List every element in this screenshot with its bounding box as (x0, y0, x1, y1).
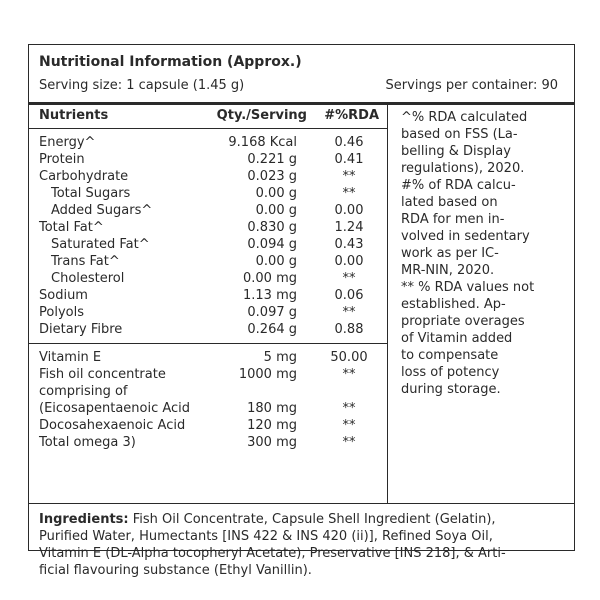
nutrient-rda: ** (342, 271, 356, 286)
servings-per-container: Servings per container: 90 (385, 78, 558, 93)
nutrient-qty: 0.00 g (255, 186, 297, 201)
nutrient-qty: 0.00 g (255, 254, 297, 269)
nutrient-qty: 0.023 g (247, 169, 297, 184)
nutrient-qty: 300 mg (247, 435, 297, 450)
nutrient-rda: ** (342, 418, 356, 433)
table-row (29, 152, 387, 169)
section-divider (29, 343, 387, 344)
nutrient-rda: ** (342, 435, 356, 450)
nutrient-qty: 0.221 g (247, 152, 297, 167)
table-row (29, 350, 387, 367)
nutrient-name: Trans Fat^ (51, 254, 120, 269)
nutrient-rda: ** (342, 367, 356, 382)
footnote-line: during storage. (401, 382, 501, 397)
nutrient-name: Sodium (39, 288, 88, 303)
label-body (29, 102, 574, 504)
nutrient-rda: ** (342, 305, 356, 320)
nutrients-column-header: Nutrients (39, 108, 109, 123)
ingredients-label: Ingredients: (39, 512, 129, 527)
nutrient-qty: 0.830 g (247, 220, 297, 235)
footnote-line: to compensate (401, 348, 499, 363)
nutrient-name: Saturated Fat^ (51, 237, 150, 252)
table-row (29, 401, 387, 418)
table-row (29, 254, 387, 271)
footnote-line: based on FSS (La- (401, 127, 518, 142)
nutrition-label (28, 44, 575, 578)
qty-column-header: Qty./Serving (216, 108, 307, 123)
nutrient-rda: ** (342, 186, 356, 201)
nutrient-rda: ** (342, 401, 356, 416)
nutrient-qty: 9.168 Kcal (228, 135, 297, 150)
rda-footnotes (401, 109, 566, 398)
table-row (29, 305, 387, 322)
nutrient-qty: 5 mg (263, 350, 297, 365)
table-row (29, 367, 387, 384)
nutrient-name: comprising of (39, 384, 128, 399)
table-row (29, 203, 387, 220)
nutrient-name: Total omega 3) (39, 435, 136, 450)
table-row (29, 169, 387, 186)
footnote-line: established. Ap- (401, 297, 506, 312)
ingredients-line: ficial flavouring substance (Ethyl Vanillin). (39, 563, 312, 578)
nutrient-qty: 0.00 g (255, 203, 297, 218)
nutrient-rda: 0.06 (334, 288, 364, 303)
ingredients-line: Vitamin E (DL-Alpha tocopheryl Acetate), Preservative [INS 218], & Arti- (39, 546, 506, 561)
footnote-line: MR-NIN, 2020. (401, 263, 495, 278)
footnote-line: #% of RDA calcu- (401, 178, 516, 193)
nutrient-name: Vitamin E (39, 350, 102, 365)
nutrient-rda: 0.46 (334, 135, 364, 150)
nutrient-rda: 0.00 (334, 203, 364, 218)
ingredients-line (39, 511, 569, 528)
nutrient-name: Protein (39, 152, 85, 167)
nutrient-rda: 0.88 (334, 322, 364, 337)
table-row (29, 288, 387, 305)
footnote-line: work as per IC- (401, 246, 499, 261)
nutrient-name: Docosahexaenoic Acid (39, 418, 186, 433)
table-row (29, 220, 387, 237)
rda-column-header: #%RDA (324, 108, 379, 123)
nutrient-qty: 180 mg (247, 401, 297, 416)
nutrient-qty: 0.00 mg (243, 271, 297, 286)
nutrient-rda: 0.00 (334, 254, 364, 269)
nutrient-qty: 0.097 g (247, 305, 297, 320)
nutrient-name: Dietary Fibre (39, 322, 123, 337)
table-row (29, 384, 387, 401)
nutrient-name: Energy^ (39, 135, 96, 150)
nutrient-table (29, 102, 388, 503)
table-header-row (29, 102, 387, 129)
nutrient-name: Cholesterol (51, 271, 125, 286)
nutrient-qty: 1000 mg (238, 367, 297, 382)
nutrient-rda: 1.24 (334, 220, 364, 235)
label-title: Nutritional Information (Approx.) (39, 54, 302, 70)
footnote-line: ^% RDA calculated (401, 110, 528, 125)
nutrient-rda: 0.43 (334, 237, 364, 252)
nutrient-name: Fish oil concentrate (39, 367, 166, 382)
label-header (29, 45, 574, 105)
table-row (29, 135, 387, 152)
table-row (29, 322, 387, 339)
footnote-line: propriate overages (401, 314, 525, 329)
nutrient-name: Carbohydrate (39, 169, 129, 184)
footnote-line: ** % RDA values not (401, 280, 535, 295)
serving-size: Serving size: 1 capsule (1.45 g) (39, 78, 245, 93)
nutrient-qty: 0.264 g (247, 322, 297, 337)
ingredients-line: Purified Water, Humectants [INS 422 & INS 420 (ii)], Refined Soya Oil, (39, 529, 493, 544)
nutrient-name: Total Sugars (51, 186, 131, 201)
table-row (29, 186, 387, 203)
ingredients-text: Fish Oil Concentrate, Capsule Shell Ingredient (Gelatin), (128, 512, 496, 527)
nutrient-name: Total Fat^ (39, 220, 104, 235)
footnote-line: belling & Display (401, 144, 511, 159)
nutrient-qty: 1.13 mg (243, 288, 297, 303)
nutrient-rda: 50.00 (330, 350, 368, 365)
nutrient-rda: ** (342, 169, 356, 184)
nutrient-name: Added Sugars^ (51, 203, 153, 218)
footnote-line: of Vitamin added (401, 331, 513, 346)
nutrient-qty: 0.094 g (247, 237, 297, 252)
nutrient-rda: 0.41 (334, 152, 364, 167)
nutrient-qty: 120 mg (247, 418, 297, 433)
footnote-line: lated based on (401, 195, 498, 210)
table-row (29, 435, 387, 452)
footnote-line: RDA for men in- (401, 212, 505, 227)
nutrient-name: (Eicosapentaenoic Acid (39, 401, 191, 416)
table-row (29, 418, 387, 435)
footnote-line: regulations), 2020. (401, 161, 525, 176)
table-row (29, 271, 387, 288)
ingredients-section (39, 511, 569, 579)
table-row (29, 237, 387, 254)
footnote-line: volved in sedentary (401, 229, 530, 244)
nutrient-name: Polyols (39, 305, 84, 320)
footnote-line: loss of potency (401, 365, 500, 380)
